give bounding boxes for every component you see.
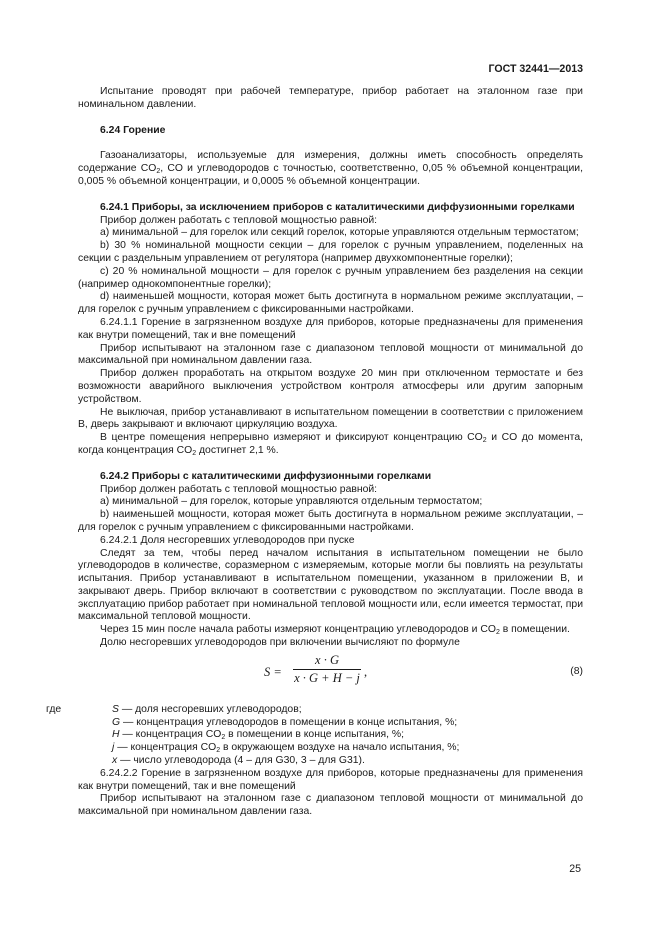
legend-item: H — концентрация $CO_2$ в помещении в конце испытания, %; [112, 729, 405, 742]
list-item-d: d) наименьшей мощности, которая может быть достигнута в нормальном режиме эксплуатации, – для горелок с ручным управлением с фиксированными настройками. [78, 291, 583, 316]
legend-item: S — доля несгоревших углеводородов; [112, 703, 302, 715]
formula-denominator: x · G + H − j [294, 670, 360, 685]
section-6-24-text: Газоанализаторы, используемые для измерения, должны иметь способность определять содержание $CO_2$, CO и углеводородов с точностью, соответственно, 0,05 % объемной концентрации, 0,005 % объемной концентрации, и 0,0005 % объемной концентрации. [78, 150, 583, 187]
formula-8 [78, 654, 583, 698]
paragraph: Прибор испытывают на эталонном газе с диапазоном тепловой мощности от минимальной до максимальной при номинальном давлении газа. [78, 342, 583, 367]
paragraph: В центре помещения непрерывно измеряют и фиксируют концентрацию $CO_2$ и CO до момента, когда концентрация $CO_2$ достигнет 2,1 %. [78, 432, 583, 457]
page-body [46, 86, 583, 819]
equation-number: (8) [570, 665, 583, 677]
paragraph: Прибор должен проработать на открытом воздухе 20 мин при отключенном термостате и без возможности аварийного выключения устройством контроля атмосферы или другим запорным устройством. [78, 368, 583, 405]
paragraph: Долю несгоревших углеводородов при включении вычисляют по формуле [100, 637, 460, 649]
paragraph: Прибор должен работать с тепловой мощностью равной: [100, 483, 378, 495]
legend-item: j — концентрация $CO_2$ в окружающем воздухе на начало испытания, %; [112, 742, 460, 755]
formula-numerator: x · G [315, 652, 339, 667]
intro-paragraph: Испытание проводят при рабочей температуре, прибор работает на эталонном газе при номинальном давлении. [78, 86, 583, 110]
formula-lhs: S = [264, 664, 282, 679]
section-6-24-2-heading: 6.24.2 Приборы с каталитическими диффузионными горелками [100, 470, 432, 482]
paragraph: Прибор испытывают на эталонном газе с диапазоном тепловой мощности от минимальной до максимальной при номинальном давлении газа. [78, 793, 583, 818]
legend-item: G — концентрация углеводородов в помещении в конце испытания, %; [112, 716, 458, 728]
legend-item: x — число углеводорода (4 – для G30, 3 – для G31). [112, 755, 365, 767]
formula-fraction [292, 654, 362, 685]
paragraph: Прибор должен работать с тепловой мощностью равной: [100, 214, 378, 226]
paragraph: Следят за тем, чтобы перед началом испытания в испытательном помещении не было углеводородов в количестве, соразмерном с измеряемым, которые могли бы повлиять на результаты испытания. Прибор устанавливают в испытательном помещении, указанном в приложении В, и закрывают дверь. Прибор включают в соответствии с руководством по эксплуатации. После ввода в эксплуатацию прибор работает при номинальной тепловой мощности или, если имеется термостат, при максимальной тепловой мощности. [78, 547, 583, 623]
paragraph: Через 15 мин после начала работы измеряют концентрацию углеводородов и $CO_2$ в помещении. [100, 624, 570, 637]
paragraph: Не выключая, прибор устанавливают в испытательном помещении в соответствии с приложением В, дверь закрывают и включают циркуляцию воздуха. [78, 406, 583, 431]
formula-comma: , [364, 664, 368, 679]
section-6-24-1-heading: 6.24.1 Приборы, за исключением приборов с каталитическими диффузионными горелками [100, 201, 575, 213]
section-6-24-2-1-heading: 6.24.2.1 Доля несгоревших углеводородов при пуске [100, 534, 355, 546]
section-6-24-1-1-heading: 6.24.1.1 Горение в загрязненном воздухе для приборов, которые предназначены для применения как внутри помещений, так и вне помещений [78, 316, 583, 341]
formula-legend [46, 703, 583, 768]
document-id-header: ГОСТ 32441—2013 [488, 63, 583, 75]
list-item-a: а) минимальной – для горелок или секций горелок, которые управляются отдельным термостатом; [100, 227, 579, 239]
legend-label: где [46, 703, 62, 715]
list-item-b: b) 30 % номинальной мощности секции – для горелок с ручным управлением, поделенных на секции с раздельным управлением от регулятора (например двухкомпонентные горелки); [78, 240, 583, 264]
section-6-24-2-2-heading: 6.24.2.2 Горение в загрязненном воздухе для приборов, которые предназначены для применения как внутри помещений, так и вне помещений [78, 767, 583, 792]
page-number: 25 [569, 863, 581, 875]
list-item-b: b) наименьшей мощности, которая может быть достигнута в нормальном режиме эксплуатации, – для горелок с ручным управлением с фиксированными настройками. [78, 509, 583, 533]
list-item-a: а) минимальной – для горелок, которые управляются отдельным термостатом; [100, 496, 483, 508]
section-6-24-heading: 6.24 Горение [100, 124, 166, 136]
list-item-c: c) 20 % номинальной мощности – для горелок с ручным управлением без разделения на секции (например однокомпонентные горелки); [78, 265, 583, 290]
